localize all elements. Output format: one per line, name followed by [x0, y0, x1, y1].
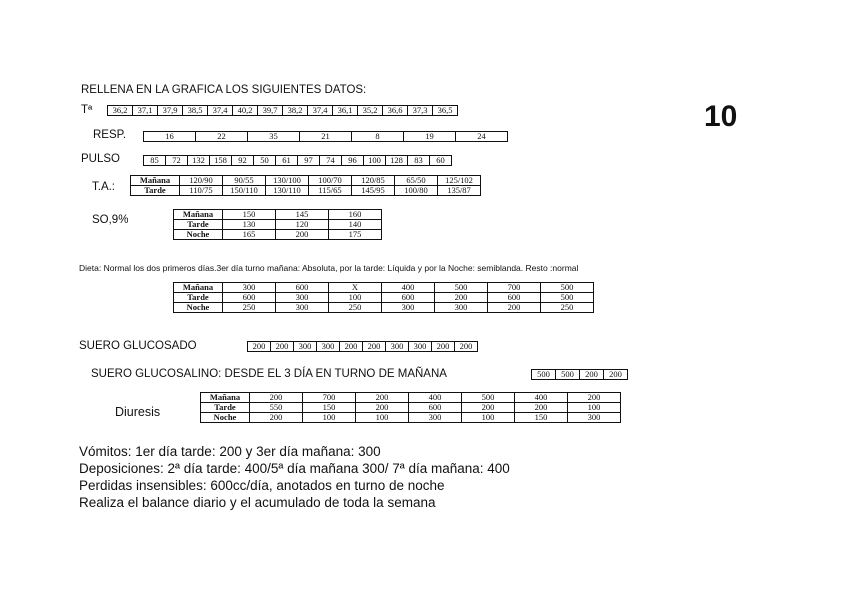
- respiracion-table: [143, 131, 508, 142]
- worksheet-heading: RELLENA EN LA GRAFICA LOS SIGUIENTES DATOS:: [81, 84, 367, 96]
- table-cell: 145: [276, 210, 329, 220]
- table-cell: 550: [250, 403, 303, 413]
- temperatura-table: [107, 105, 458, 116]
- table-cell: 100/80: [395, 186, 438, 196]
- table-cell: 400: [382, 283, 435, 293]
- table-row: [131, 186, 481, 196]
- row-label: Tarde: [174, 220, 223, 230]
- table-cell: 128: [386, 156, 408, 166]
- tension-table: [130, 175, 481, 196]
- table-row: [174, 210, 382, 220]
- row-label: Mañana: [131, 176, 180, 186]
- table-cell: 500: [556, 370, 580, 380]
- table-cell: 92: [232, 156, 254, 166]
- table-cell: 600: [382, 293, 435, 303]
- table-cell: 38,2: [283, 106, 308, 116]
- table-cell: 120: [276, 220, 329, 230]
- table-cell: 145/95: [352, 186, 395, 196]
- table-cell: 250: [541, 303, 594, 313]
- saturacion-table: [173, 209, 382, 240]
- table-row: [174, 220, 382, 230]
- table-cell: 300: [276, 293, 329, 303]
- table-cell: 400: [515, 393, 568, 403]
- table-cell: 200: [271, 342, 294, 352]
- table-row: [174, 283, 594, 293]
- footer-notes: [79, 443, 510, 511]
- table-cell: 300: [382, 303, 435, 313]
- row-label: Tarde: [201, 403, 250, 413]
- pulso-label: PULSO: [81, 153, 120, 165]
- table-cell: 130/110: [266, 186, 309, 196]
- table-cell: 100: [329, 293, 382, 303]
- table-cell: 40,2: [233, 106, 258, 116]
- table-cell: 200: [276, 230, 329, 240]
- table-cell: 200: [356, 393, 409, 403]
- table-cell: 500: [462, 393, 515, 403]
- table-cell: 165: [223, 230, 276, 240]
- table-cell: 100: [462, 413, 515, 423]
- table-cell: 600: [223, 293, 276, 303]
- respiracion-label: RESP.: [93, 129, 127, 141]
- table-row: [131, 176, 481, 186]
- table-cell: 300: [223, 283, 276, 293]
- table-cell: 36,6: [383, 106, 408, 116]
- table-cell: 200: [250, 393, 303, 403]
- table-cell: 36,2: [108, 106, 133, 116]
- table-cell: 500: [435, 283, 488, 293]
- table-cell: 24: [456, 132, 508, 142]
- table-cell: 300: [294, 342, 317, 352]
- table-cell: 500: [532, 370, 556, 380]
- diuresis-table: [200, 392, 621, 423]
- table-cell: 500: [541, 293, 594, 303]
- table-cell: 135/87: [438, 186, 481, 196]
- table-cell: 115/65: [309, 186, 352, 196]
- table-cell: 130: [223, 220, 276, 230]
- deposiciones-line: Deposiciones: 2ª día tarde: 400/5ª día mañana 300/ 7ª día mañana: 400: [79, 461, 510, 476]
- table-cell: 500: [541, 283, 594, 293]
- table-cell: 130/100: [266, 176, 309, 186]
- table-cell: 35: [248, 132, 300, 142]
- table-cell: 120/85: [352, 176, 395, 186]
- row-label: Tarde: [131, 186, 180, 196]
- temperatura-label: Tª: [81, 104, 93, 116]
- table-cell: 21: [300, 132, 352, 142]
- suero-glucosado-label: SUERO GLUCOSADO: [79, 340, 197, 352]
- table-cell: 85: [144, 156, 166, 166]
- perdidas-line: Perdidas insensibles: 600cc/día, anotados en turno de noche: [79, 478, 445, 493]
- dieta-text: Dieta: Normal los dos primeros días.3er día turno mañana: Absoluta, por la tarde: Líquida y por la Noche: semiblanda. Resto :normal: [79, 263, 579, 273]
- table-cell: 37,9: [158, 106, 183, 116]
- table-cell: 400: [409, 393, 462, 403]
- table-cell: 200: [356, 403, 409, 413]
- table-cell: 37,1: [133, 106, 158, 116]
- table-cell: 36,5: [433, 106, 458, 116]
- table-row: [174, 230, 382, 240]
- table-cell: 300: [276, 303, 329, 313]
- table-cell: 132: [188, 156, 210, 166]
- dieta-table: [173, 282, 594, 313]
- table-cell: 200: [488, 303, 541, 313]
- page-number: 10: [704, 100, 738, 133]
- table-cell: 100: [303, 413, 356, 423]
- table-cell: 200: [580, 370, 604, 380]
- table-row: [201, 393, 621, 403]
- table-cell: 50: [254, 156, 276, 166]
- table-cell: 61: [276, 156, 298, 166]
- table-cell: 600: [276, 283, 329, 293]
- table-cell: 110/75: [180, 186, 223, 196]
- row-label: Noche: [201, 413, 250, 423]
- table-cell: 16: [144, 132, 196, 142]
- table-cell: 200: [604, 370, 628, 380]
- table-cell: 100: [364, 156, 386, 166]
- table-cell: 300: [409, 413, 462, 423]
- table-cell: 39,7: [258, 106, 283, 116]
- table-cell: 300: [386, 342, 409, 352]
- table-cell: 96: [342, 156, 364, 166]
- table-row: [174, 303, 594, 313]
- table-cell: 200: [455, 342, 478, 352]
- table-cell: 35,2: [358, 106, 383, 116]
- tension-label: T.A.:: [92, 181, 116, 193]
- table-cell: 72: [166, 156, 188, 166]
- row-label: Mañana: [174, 210, 223, 220]
- table-cell: 100: [356, 413, 409, 423]
- table-cell: 60: [430, 156, 452, 166]
- table-cell: 150: [223, 210, 276, 220]
- table-cell: 37,4: [308, 106, 333, 116]
- suero-glucosado-table: [247, 341, 478, 352]
- table-cell: 97: [298, 156, 320, 166]
- row-label: Noche: [174, 230, 223, 240]
- table-row: [201, 413, 621, 423]
- table-cell: 300: [568, 413, 621, 423]
- balance-instruction-line: Realiza el balance diario y el acumulado de toda la semana: [79, 495, 436, 510]
- row-label: Mañana: [174, 283, 223, 293]
- table-cell: 300: [435, 303, 488, 313]
- table-cell: 600: [409, 403, 462, 413]
- table-cell: 19: [404, 132, 456, 142]
- table-cell: 100: [568, 403, 621, 413]
- table-cell: 22: [196, 132, 248, 142]
- table-cell: 175: [329, 230, 382, 240]
- table-cell: 200: [340, 342, 363, 352]
- table-cell: 120/90: [180, 176, 223, 186]
- table-cell: 600: [488, 293, 541, 303]
- row-label: Noche: [174, 303, 223, 313]
- table-cell: 150: [515, 413, 568, 423]
- table-cell: 200: [462, 403, 515, 413]
- suero-glucosalino-label: SUERO GLUCOSALINO: DESDE EL 3 DÍA EN TURNO DE MAÑANA: [91, 368, 447, 380]
- table-cell: 200: [363, 342, 386, 352]
- table-cell: 38,5: [183, 106, 208, 116]
- table-cell: 250: [329, 303, 382, 313]
- table-cell: 200: [250, 413, 303, 423]
- table-cell: 37,4: [208, 106, 233, 116]
- table-cell: 300: [409, 342, 432, 352]
- table-cell: 150/110: [223, 186, 266, 196]
- table-cell: 36,1: [333, 106, 358, 116]
- table-cell: 74: [320, 156, 342, 166]
- table-cell: 700: [303, 393, 356, 403]
- table-cell: 200: [248, 342, 271, 352]
- table-cell: 65/50: [395, 176, 438, 186]
- table-cell: 140: [329, 220, 382, 230]
- table-cell: 300: [317, 342, 340, 352]
- table-cell: 37,3: [408, 106, 433, 116]
- table-cell: 160: [329, 210, 382, 220]
- saturacion-label: SO,9%: [92, 214, 129, 226]
- row-label: Mañana: [201, 393, 250, 403]
- row-label: Tarde: [174, 293, 223, 303]
- table-cell: 200: [515, 403, 568, 413]
- table-cell: 100/70: [309, 176, 352, 186]
- table-cell: 8: [352, 132, 404, 142]
- table-cell: 90/55: [223, 176, 266, 186]
- table-cell: 200: [568, 393, 621, 403]
- table-row: [201, 403, 621, 413]
- table-cell: 250: [223, 303, 276, 313]
- table-row: [174, 293, 594, 303]
- table-cell: 200: [432, 342, 455, 352]
- table-cell: 200: [435, 293, 488, 303]
- table-cell: 158: [210, 156, 232, 166]
- table-cell: 700: [488, 283, 541, 293]
- suero-glucosalino-table: [531, 369, 628, 380]
- vomitos-line: Vómitos: 1er día tarde: 200 y 3er día mañana: 300: [79, 444, 381, 459]
- table-cell: 83: [408, 156, 430, 166]
- table-cell: 150: [303, 403, 356, 413]
- diuresis-label: Diuresis: [115, 405, 161, 419]
- pulso-table: [143, 155, 452, 166]
- table-cell: X: [329, 283, 382, 293]
- table-cell: 125/102: [438, 176, 481, 186]
